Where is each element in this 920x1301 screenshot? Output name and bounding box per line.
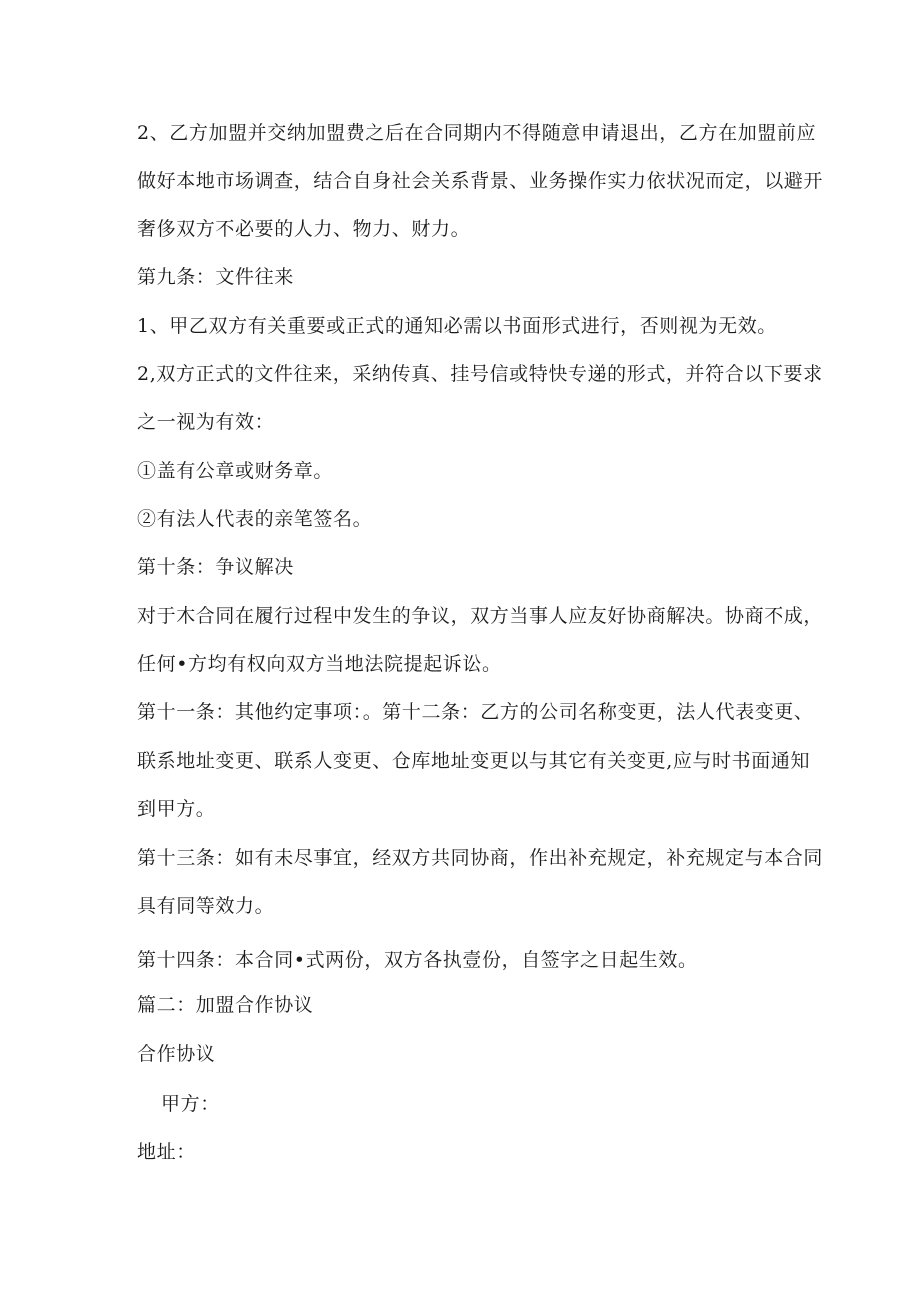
text-line: 2,双方正式的文件往来，采纳传真、挂号信或特快专递的形式，并符合以下要求 (137, 363, 823, 385)
section-heading: 第十四条：本合同•式两份，双方各执壹份，自签字之日起生效。 (137, 949, 698, 971)
section-heading: 第九条：文件往来 (137, 266, 294, 288)
text-line: 具有同等效力。 (137, 895, 275, 917)
section-heading: 第十条：争议解决 (137, 556, 294, 578)
text-line: 对于木合同在履行过程中发生的争议，双方当事人应友好协商解决。协商不成， (137, 605, 824, 627)
agreement-title: 合作协议 (137, 1043, 216, 1065)
section-heading: 第十一条：其他约定事项：。第十二条：乙方的公司名称变更，法人代表变更、 (137, 701, 814, 723)
text-line: 任何•方均有权向双方当地法院提起诉讼。 (137, 653, 502, 675)
text-line: 奢侈双方不必要的人力、物力、财力。 (137, 218, 471, 240)
text-line: 2、乙方加盟并交纳加盟费之后在合同期内不得随意申请退出，乙方在加盟前应 (137, 122, 817, 144)
text-line: 1、甲乙双方有关重要或正式的通知必需以书面形式进行，否则视为无效。 (137, 315, 777, 337)
address-label: 地址： (137, 1141, 196, 1163)
list-item: ①盖有公章或财务章。 (137, 460, 334, 482)
list-item: ②有法人代表的亲笔签名。 (137, 508, 373, 530)
text-line: 联系地址变更、联系人变更、仓库地址变更以与其它有关变更,应与时书面通知 (137, 750, 811, 772)
section-heading: 第十三条：如有未尽事宜，经双方共同协商，作出补充规定，补充规定与本合同 (137, 847, 824, 869)
chapter-title: 篇二：加盟合作协议 (137, 994, 314, 1016)
party-a-label: 甲方： (161, 1093, 220, 1115)
text-line: 到甲方。 (137, 798, 216, 820)
text-line: 做好本地市场调查，结合自身社会关系背景、业务操作实力依状况而定，以避开 (137, 170, 824, 192)
text-line: 之一视为有效： (137, 411, 275, 433)
